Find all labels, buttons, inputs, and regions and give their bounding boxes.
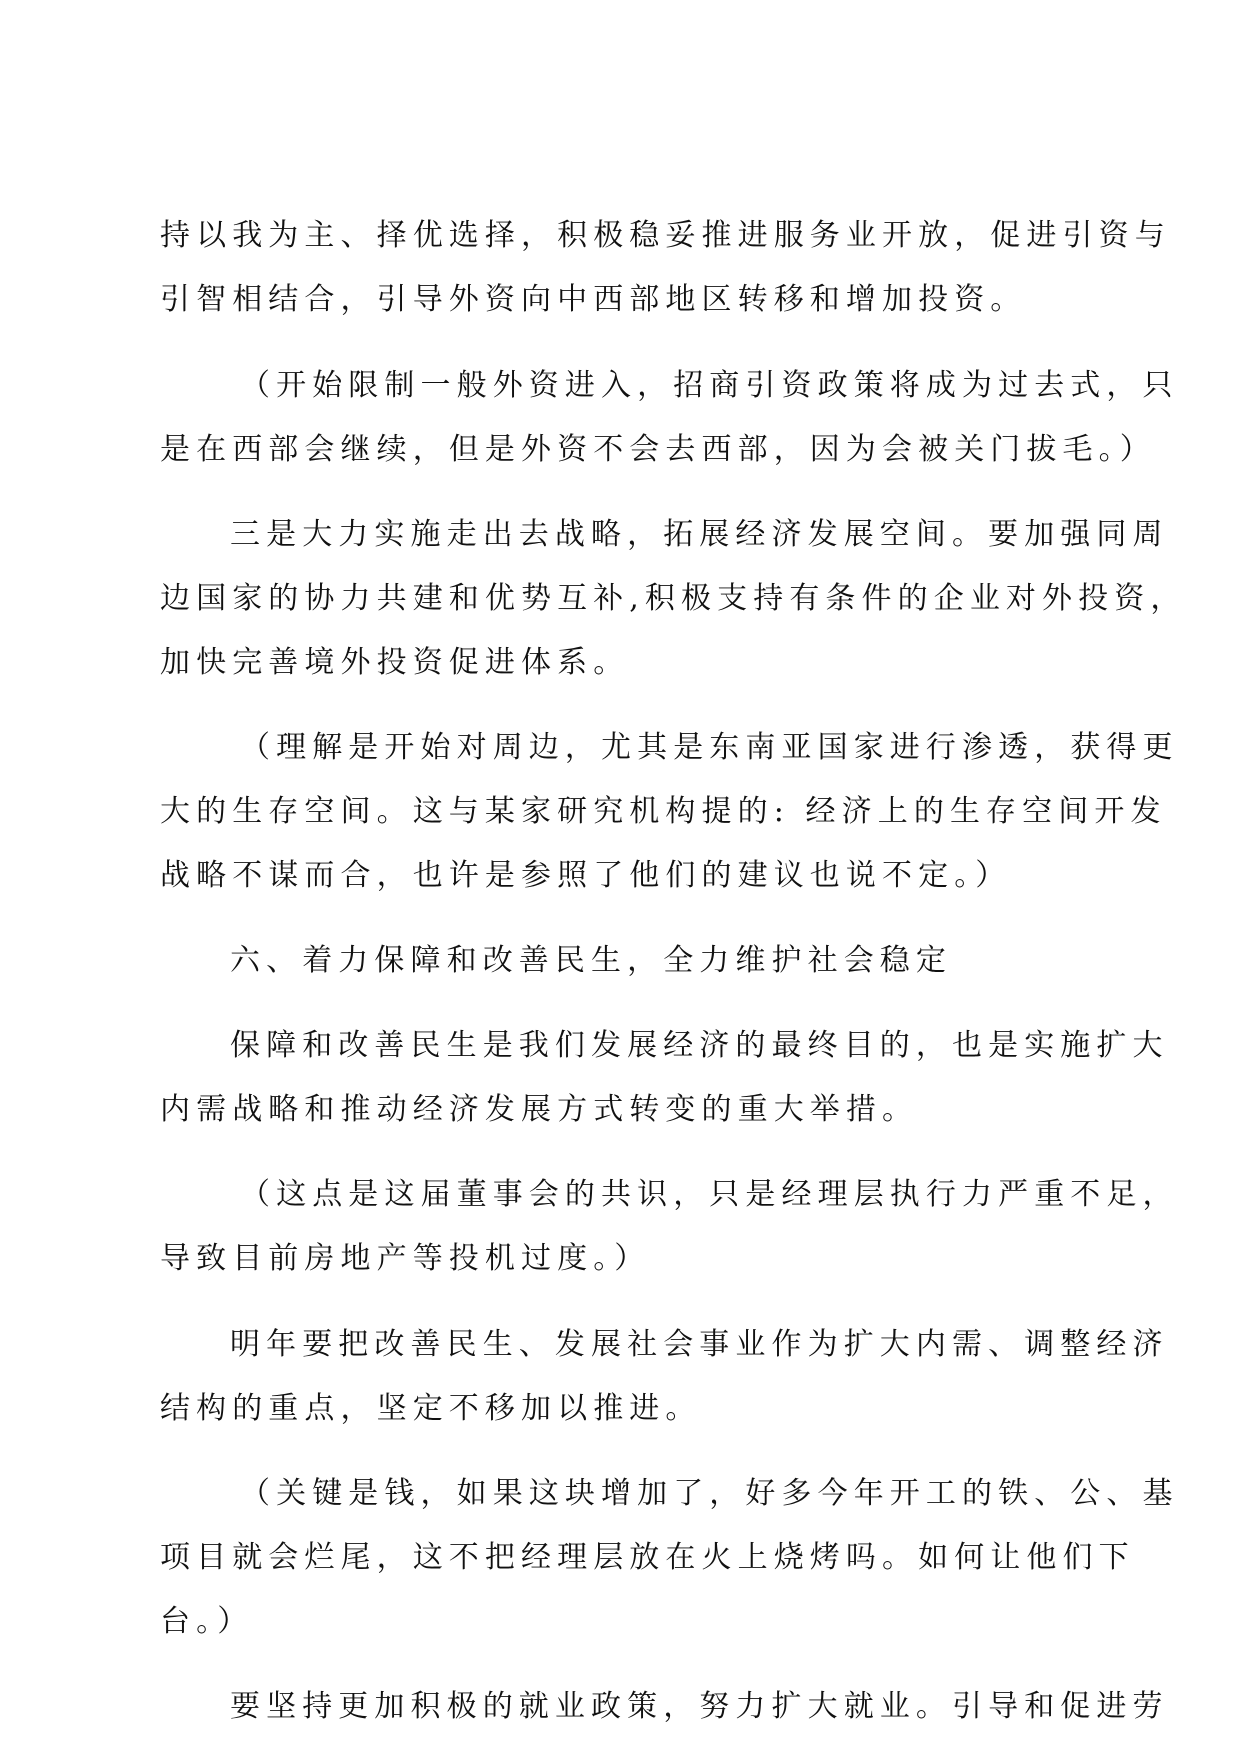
text-line: （开始限制一般外资进入，招商引资政策将成为过去式，只 — [240, 368, 1179, 403]
section-heading: 六、着力保障和改善民生，全力维护社会稳定 — [230, 943, 952, 978]
text-line: 要坚持更加积极的就业政策，努力扩大就业。引导和促进劳 — [230, 1689, 1169, 1724]
text-line: （关键是钱，如果这块增加了，好多今年开工的铁、公、基 — [240, 1476, 1179, 1511]
text-line: 边国家的协力共建和优势互补,积极支持有条件的企业对外投资， — [160, 581, 1187, 616]
text-line: 台。） — [160, 1604, 254, 1639]
text-line: 三是大力实施走出去战略，拓展经济发展空间。要加强同周 — [230, 517, 1169, 552]
text-line: 项目就会烂尾，这不把经理层放在火上烧烤吗。如何让他们下 — [160, 1540, 1135, 1575]
text-line: 大的生存空间。这与某家研究机构提的: 经济上的生存空间开发 — [160, 794, 1167, 829]
text-line: 战略不谋而合，也许是参照了他们的建议也说不定。） — [160, 858, 1012, 893]
text-line: 导致目前房地产等投机过度。） — [160, 1241, 651, 1276]
text-line: 加快完善境外投资促进体系。 — [160, 645, 630, 680]
text-line: 引智相结合，引导外资向中西部地区转移和增加投资。 — [160, 282, 1027, 317]
text-line: 持以我为主、择优选择，积极稳妥推进服务业开放，促进引资与 — [160, 218, 1171, 253]
text-line: （这点是这届董事会的共识，只是经理层执行力严重不足， — [240, 1177, 1179, 1212]
text-line: 内需战略和推动经济发展方式转变的重大举措。 — [160, 1092, 919, 1127]
text-line: 结构的重点，坚定不移加以推进。 — [160, 1391, 702, 1426]
text-line: 明年要把改善民生、发展社会事业作为扩大内需、调整经济 — [230, 1327, 1169, 1362]
text-line: （理解是开始对周边，尤其是东南亚国家进行渗透，获得更 — [240, 730, 1179, 765]
text-line: 是在西部会继续，但是外资不会去西部，因为会被关门拔毛。） — [160, 432, 1156, 467]
text-line: 保障和改善民生是我们发展经济的最终目的，也是实施扩大 — [230, 1028, 1169, 1063]
